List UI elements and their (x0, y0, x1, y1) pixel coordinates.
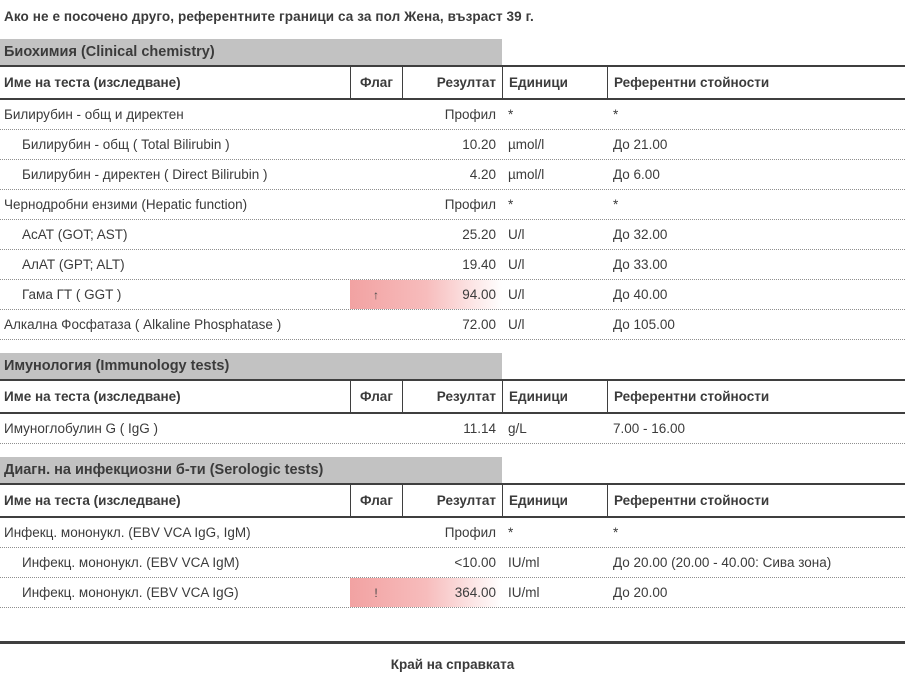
cell-test-name: Инфекц. мононукл. (EBV VCA IgM) (22, 555, 240, 570)
report-sections (0, 39, 905, 608)
report-section (0, 39, 905, 340)
cell-units: * (508, 107, 514, 122)
cell-units: IU/ml (508, 555, 540, 570)
cell-units: IU/ml (508, 585, 540, 600)
cell-reference: 7.00 - 16.00 (613, 421, 686, 436)
cell-result: 72.00 (462, 317, 496, 332)
end-divider (0, 641, 905, 644)
table-header-row (0, 379, 905, 414)
report-section (0, 457, 905, 608)
cell-reference: До 33.00 (613, 257, 668, 272)
table-body (0, 518, 905, 608)
flag-result-group (350, 414, 502, 443)
table-row (0, 250, 905, 280)
cell-reference: * (613, 525, 619, 540)
header-reference: Референтни стойности (607, 381, 905, 412)
cell-reference: До 40.00 (613, 287, 668, 302)
flag-result-group (350, 518, 502, 547)
cell-units: * (508, 197, 514, 212)
flag-result-group (350, 160, 502, 189)
table-row (0, 310, 905, 340)
table-row (0, 100, 905, 130)
cell-reference: До 21.00 (613, 137, 668, 152)
cell-result: Профил (444, 197, 496, 212)
table-row (0, 220, 905, 250)
cell-result: 4.20 (469, 167, 496, 182)
header-flag: Флаг (350, 485, 402, 516)
section-title: Имунология (Immunology tests) (4, 358, 230, 374)
cell-result: 94.00 (462, 287, 496, 302)
flag-result-group (350, 220, 502, 249)
cell-flag: ! (374, 585, 378, 600)
table-row (0, 190, 905, 220)
report-section (0, 353, 905, 444)
cell-reference: До 20.00 (20.00 - 40.00: Сива зона) (613, 555, 832, 570)
reference-note: Ако не е посочено друго, референтните граници са за пол Жена, възраст 39 г. (4, 9, 534, 24)
cell-result: Профил (444, 107, 496, 122)
cell-result: 25.20 (462, 227, 496, 242)
header-test-name: Име на теста (изследване) (4, 389, 181, 404)
cell-reference: До 105.00 (613, 317, 675, 332)
cell-test-name: Инфекц. мононукл. (EBV VCA IgG, IgM) (4, 525, 251, 540)
cell-units: U/l (508, 287, 525, 302)
cell-test-name: Чернодробни ензими (Hepatic function) (4, 197, 248, 212)
section-header-bar (0, 39, 502, 65)
cell-result: <10.00 (454, 555, 496, 570)
section-title: Биохимия (Clinical chemistry) (4, 44, 215, 60)
table-row (0, 578, 905, 608)
header-flag: Флаг (350, 67, 402, 98)
cell-units: µmol/l (508, 137, 545, 152)
cell-test-name: АлАТ (GPT; ALT) (22, 257, 125, 272)
end-of-report-text: Край на справката (390, 657, 515, 672)
cell-result: 19.40 (462, 257, 496, 272)
cell-test-name: Билирубин - общ и директен (4, 107, 184, 122)
header-reference: Референтни стойности (607, 485, 905, 516)
cell-test-name: Имуноглобулин G ( IgG ) (4, 421, 159, 436)
table-body (0, 100, 905, 340)
table-row (0, 518, 905, 548)
header-result: Резултат (402, 67, 502, 98)
cell-flag: ↑ (373, 287, 379, 302)
header-units: Единици (502, 67, 607, 98)
cell-units: µmol/l (508, 167, 545, 182)
cell-result: 10.20 (462, 137, 496, 152)
cell-units: U/l (508, 317, 525, 332)
header-result: Резултат (402, 485, 502, 516)
section-title: Диагн. на инфекциозни б-ти (Serologic tests) (4, 462, 324, 478)
cell-test-name: Билирубин - директен ( Direct Bilirubin ) (22, 167, 268, 182)
section-header-bar (0, 457, 502, 483)
flag-result-group (350, 190, 502, 219)
table-header-row (0, 65, 905, 100)
flag-result-group (350, 130, 502, 159)
cell-test-name: Гама ГТ ( GGT ) (22, 287, 122, 302)
cell-units: U/l (508, 227, 525, 242)
table-row (0, 414, 905, 444)
cell-units: * (508, 525, 514, 540)
header-units: Единици (502, 485, 607, 516)
header-test-name: Име на теста (изследване) (4, 493, 181, 508)
cell-reference: * (613, 107, 619, 122)
header-reference: Референтни стойности (607, 67, 905, 98)
cell-test-name: Билирубин - общ ( Total Bilirubin ) (22, 137, 230, 152)
cell-result: 11.14 (463, 421, 496, 436)
cell-units: U/l (508, 257, 525, 272)
table-header-row (0, 483, 905, 518)
header-flag: Флаг (350, 381, 402, 412)
flag-result-group (350, 280, 502, 309)
cell-result: Профил (444, 525, 496, 540)
cell-reference: До 32.00 (613, 227, 668, 242)
table-row (0, 130, 905, 160)
section-header-bar (0, 353, 502, 379)
cell-units: g/L (508, 421, 527, 436)
header-units: Единици (502, 381, 607, 412)
cell-reference: До 20.00 (613, 585, 668, 600)
cell-reference: * (613, 197, 619, 212)
table-row (0, 280, 905, 310)
flag-result-group (350, 548, 502, 577)
header-test-name: Име на теста (изследване) (4, 75, 181, 90)
flag-result-group (350, 310, 502, 339)
cell-result: 364.00 (454, 585, 496, 600)
table-row (0, 548, 905, 578)
table-row (0, 160, 905, 190)
flag-result-group (350, 100, 502, 129)
cell-test-name: Инфекц. мононукл. (EBV VCA IgG) (22, 585, 239, 600)
flag-result-group (350, 250, 502, 279)
flag-result-group (350, 578, 502, 607)
table-body (0, 414, 905, 444)
cell-reference: До 6.00 (613, 167, 660, 182)
cell-test-name: АсАТ (GOT; AST) (22, 227, 128, 242)
header-result: Резултат (402, 381, 502, 412)
cell-test-name: Алкална Фосфатаза ( Alkaline Phosphatase ) (4, 317, 282, 332)
